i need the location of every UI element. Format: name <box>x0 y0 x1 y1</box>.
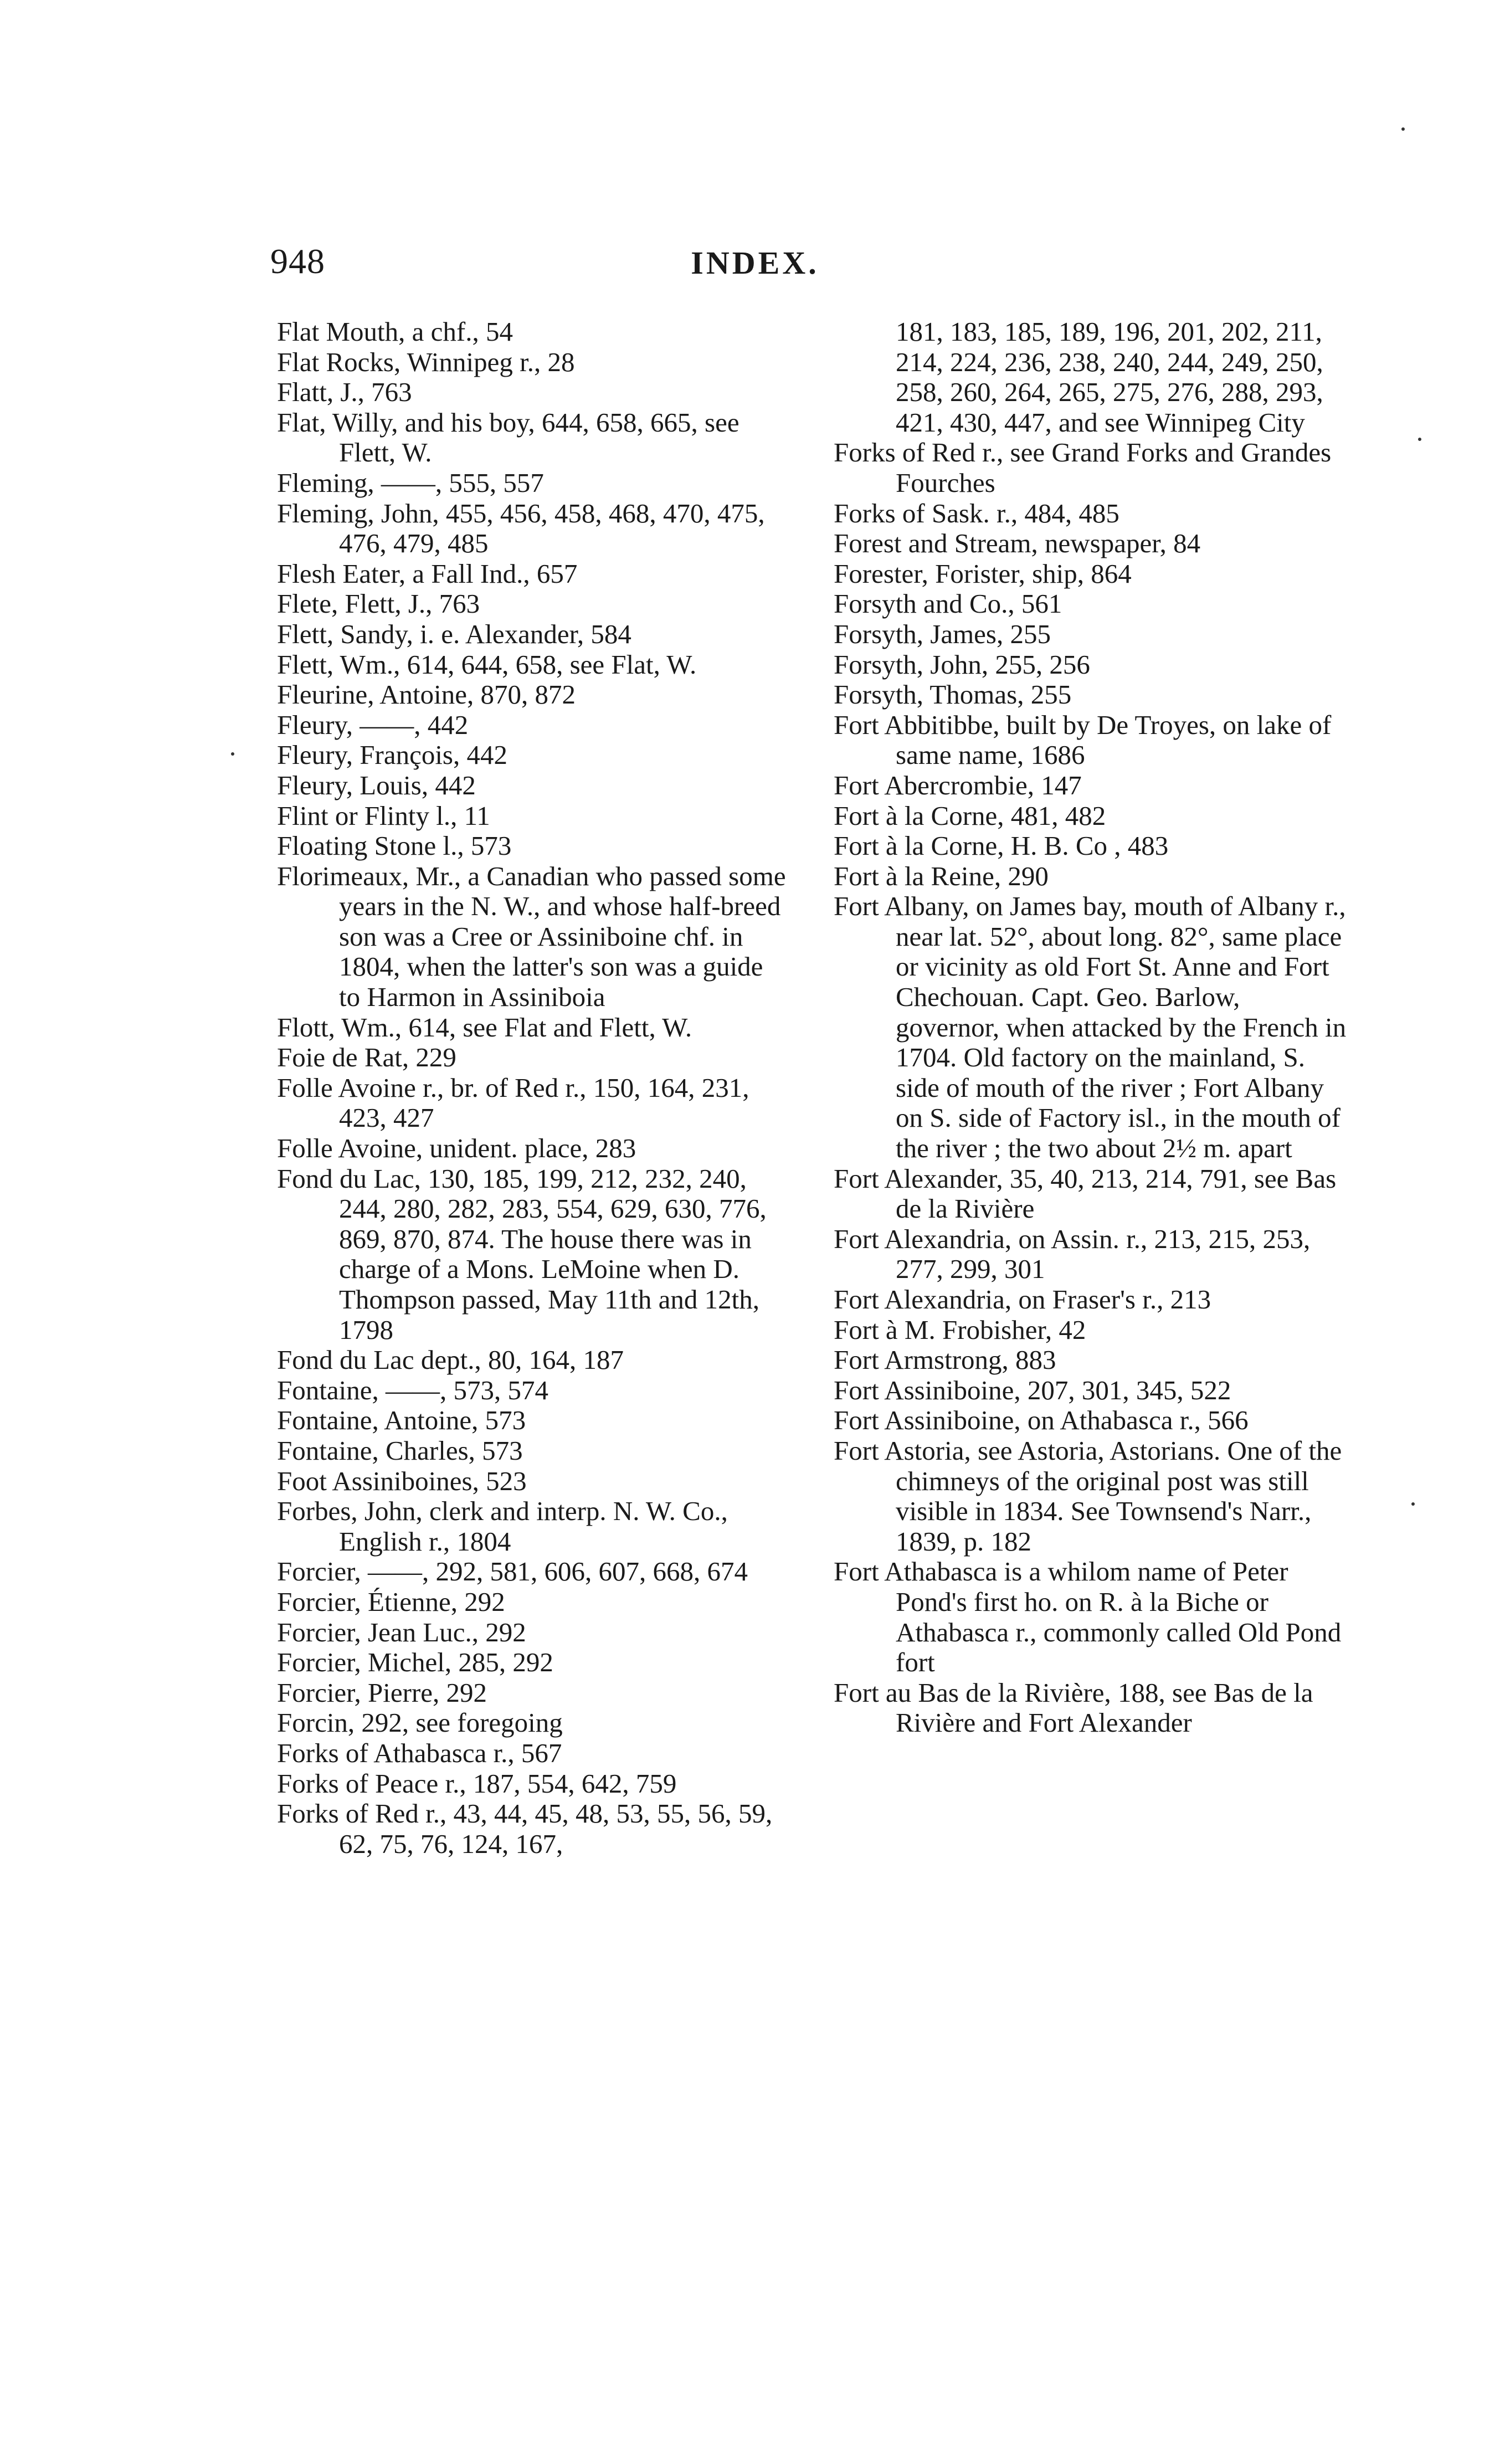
index-entry: Fort Armstrong, 883 <box>834 1344 1056 1375</box>
index-entry: Forcin, 292, see foregoing <box>277 1707 563 1738</box>
running-head: INDEX. <box>691 245 819 281</box>
index-entry: Fleury, ——, 442 <box>277 709 469 740</box>
index-entry: Forbes, John, clerk and interp. N. W. Co., English r., 1804 <box>277 1496 735 1557</box>
index-entry: Forsyth and Co., 561 <box>834 588 1062 619</box>
index-entry: Fort Athabasca is a whilom name of Peter Pond's first ho. on R. à la Biche or Athabasca r., commonly called Old Pond fort <box>834 1556 1348 1678</box>
index-entry: Forks of Red r., see Grand Forks and Grandes Fourches <box>834 437 1338 498</box>
index-entry: Forester, Forister, ship, 864 <box>834 558 1132 589</box>
index-entry: Florimeaux, Mr., a Canadian who passed some years in the N. W., and whose half-breed son was a Cree or Assiniboine chf. in 1804, when the latter's son was a guide to Harmon in Assiniboia <box>277 860 793 1013</box>
index-entry: Flatt, J., 763 <box>277 377 412 408</box>
index-entry: Fleurine, Antoine, 870, 872 <box>277 679 576 710</box>
index-entry: Fleming, ——, 555, 557 <box>277 467 544 498</box>
index-entry: Fleury, François, 442 <box>277 740 507 771</box>
index-entry: Forest and Stream, newspaper, 84 <box>834 528 1201 559</box>
index-entry: Floating Stone l., 573 <box>277 830 512 861</box>
index-entry: Flint or Flinty l., 11 <box>277 800 490 831</box>
index-column-left <box>277 316 793 1859</box>
index-entry: Flett, Sandy, i. e. Alexander, 584 <box>277 618 631 649</box>
index-entry: Fort Alexandria, on Fraser's r., 213 <box>834 1284 1211 1315</box>
index-entry: Fontaine, ——, 573, 574 <box>277 1374 548 1405</box>
index-entry: Forcier, Étienne, 292 <box>277 1586 505 1617</box>
ink-speck <box>1401 127 1405 131</box>
index-entry: Flett, Wm., 614, 644, 658, see Flat, W. <box>277 649 697 680</box>
index-entry: Forks of Athabasca r., 567 <box>277 1737 562 1768</box>
index-entry: Fontaine, Antoine, 573 <box>277 1405 526 1436</box>
index-entry: Forsyth, Thomas, 255 <box>834 679 1072 710</box>
index-entry: Flete, Flett, J., 763 <box>277 588 480 619</box>
ink-speck <box>1411 1502 1415 1506</box>
index-entry: Fort Assiniboine, on Athabasca r., 566 <box>834 1405 1249 1436</box>
index-entry: Fort Alexandria, on Assin. r., 213, 215, 253, 277, 299, 301 <box>834 1223 1317 1285</box>
index-entry: Forcier, Jean Luc., 292 <box>277 1616 526 1647</box>
index-entry: Fort à la Corne, 481, 482 <box>834 800 1106 831</box>
index-entry: Fleming, John, 455, 456, 458, 468, 470, 475, 476, 479, 485 <box>277 497 772 559</box>
index-entry: Flott, Wm., 614, see Flat and Flett, W. <box>277 1012 692 1043</box>
index-entry: Fort Astoria, see Astoria, Astorians. One of the chimneys of the original post was still visible in 1834. See Townsend's Narr., 1839, p. 182 <box>834 1435 1349 1557</box>
index-entry: Forks of Peace r., 187, 554, 642, 759 <box>277 1768 677 1799</box>
index-entry: Folle Avoine, unident. place, 283 <box>277 1133 636 1164</box>
index-entry: Fort à M. Frobisher, 42 <box>834 1314 1086 1345</box>
index-entry: Forsyth, John, 255, 256 <box>834 649 1090 680</box>
index-entry: Forcier, Pierre, 292 <box>277 1677 487 1708</box>
index-entry: Fort à la Reine, 290 <box>834 860 1049 891</box>
index-entry: Forsyth, James, 255 <box>834 618 1051 649</box>
index-entry: Fort Abercrombie, 147 <box>834 769 1082 800</box>
index-entry: Fort Assiniboine, 207, 301, 345, 522 <box>834 1374 1231 1405</box>
index-entry: Flat Mouth, a chf., 54 <box>277 316 513 347</box>
index-entry: Fond du Lac, 130, 185, 199, 212, 232, 240, 244, 280, 282, 283, 554, 629, 630, 776, 869, 870, 874. The house there was in charge of a Mons. LeMoine when D. Thompson passed, May 11th and 12th, 1798 <box>277 1163 773 1345</box>
page-number: 948 <box>270 242 325 281</box>
index-entry: Flat Rocks, Winnipeg r., 28 <box>277 346 575 377</box>
index-entry: Fort Alexander, 35, 40, 213, 214, 791, see Bas de la Rivière <box>834 1163 1343 1224</box>
index-entry: Fort à la Corne, H. B. Co , 483 <box>834 830 1169 861</box>
index-entry: Foie de Rat, 229 <box>277 1042 456 1073</box>
ink-speck <box>1418 438 1421 441</box>
index-entry: Forks of Red r., 43, 44, 45, 48, 53, 55, 56, 59, 62, 75, 76, 124, 167, <box>277 1798 779 1859</box>
index-entry: Forcier, ——, 292, 581, 606, 607, 668, 674 <box>277 1556 748 1587</box>
index-entry: Flesh Eater, a Fall Ind., 657 <box>277 558 578 589</box>
index-entry: Fleury, Louis, 442 <box>277 769 476 800</box>
index-entry-continuation: 181, 183, 185, 189, 196, 201, 202, 211, 214, 224, 236, 238, 240, 244, 249, 250, 258, 260, 264, 265, 275, 276, 288, 293, 421, 430, 447, and see Winnipeg City <box>896 316 1330 438</box>
index-entry: Fort Albany, on James bay, mouth of Albany r., near lat. 52°, about long. 82°, same place or vicinity as old Fort St. Anne and Fort Chechouan. Capt. Geo. Barlow, governor, when attacked by the French in 1704. Old factory on the mainland, S. side of mouth of the river ; Fort Albany on S. side of Factory isl., in the mouth of the river ; the two about 2½ m. apart <box>834 891 1353 1164</box>
index-entry: Forks of Sask. r., 484, 485 <box>834 497 1119 528</box>
index-entry: Forcier, Michel, 285, 292 <box>277 1647 553 1678</box>
index-entry: Fort Abbitibbe, built by De Troyes, on lake of same name, 1686 <box>834 709 1338 771</box>
index-entry: Folle Avoine r., br. of Red r., 150, 164, 231, 423, 427 <box>277 1072 756 1133</box>
index-entry: Fontaine, Charles, 573 <box>277 1435 523 1466</box>
index-entry: Foot Assiniboines, 523 <box>277 1465 527 1496</box>
index-entry: Flat, Willy, and his boy, 644, 658, 665, see Flett, W. <box>277 407 746 468</box>
ink-speck <box>231 752 234 756</box>
index-entry: Fort au Bas de la Rivière, 188, see Bas de la Rivière and Fort Alexander <box>834 1677 1320 1738</box>
index-column-right <box>834 316 1353 1738</box>
index-entry: Fond du Lac dept., 80, 164, 187 <box>277 1344 624 1375</box>
